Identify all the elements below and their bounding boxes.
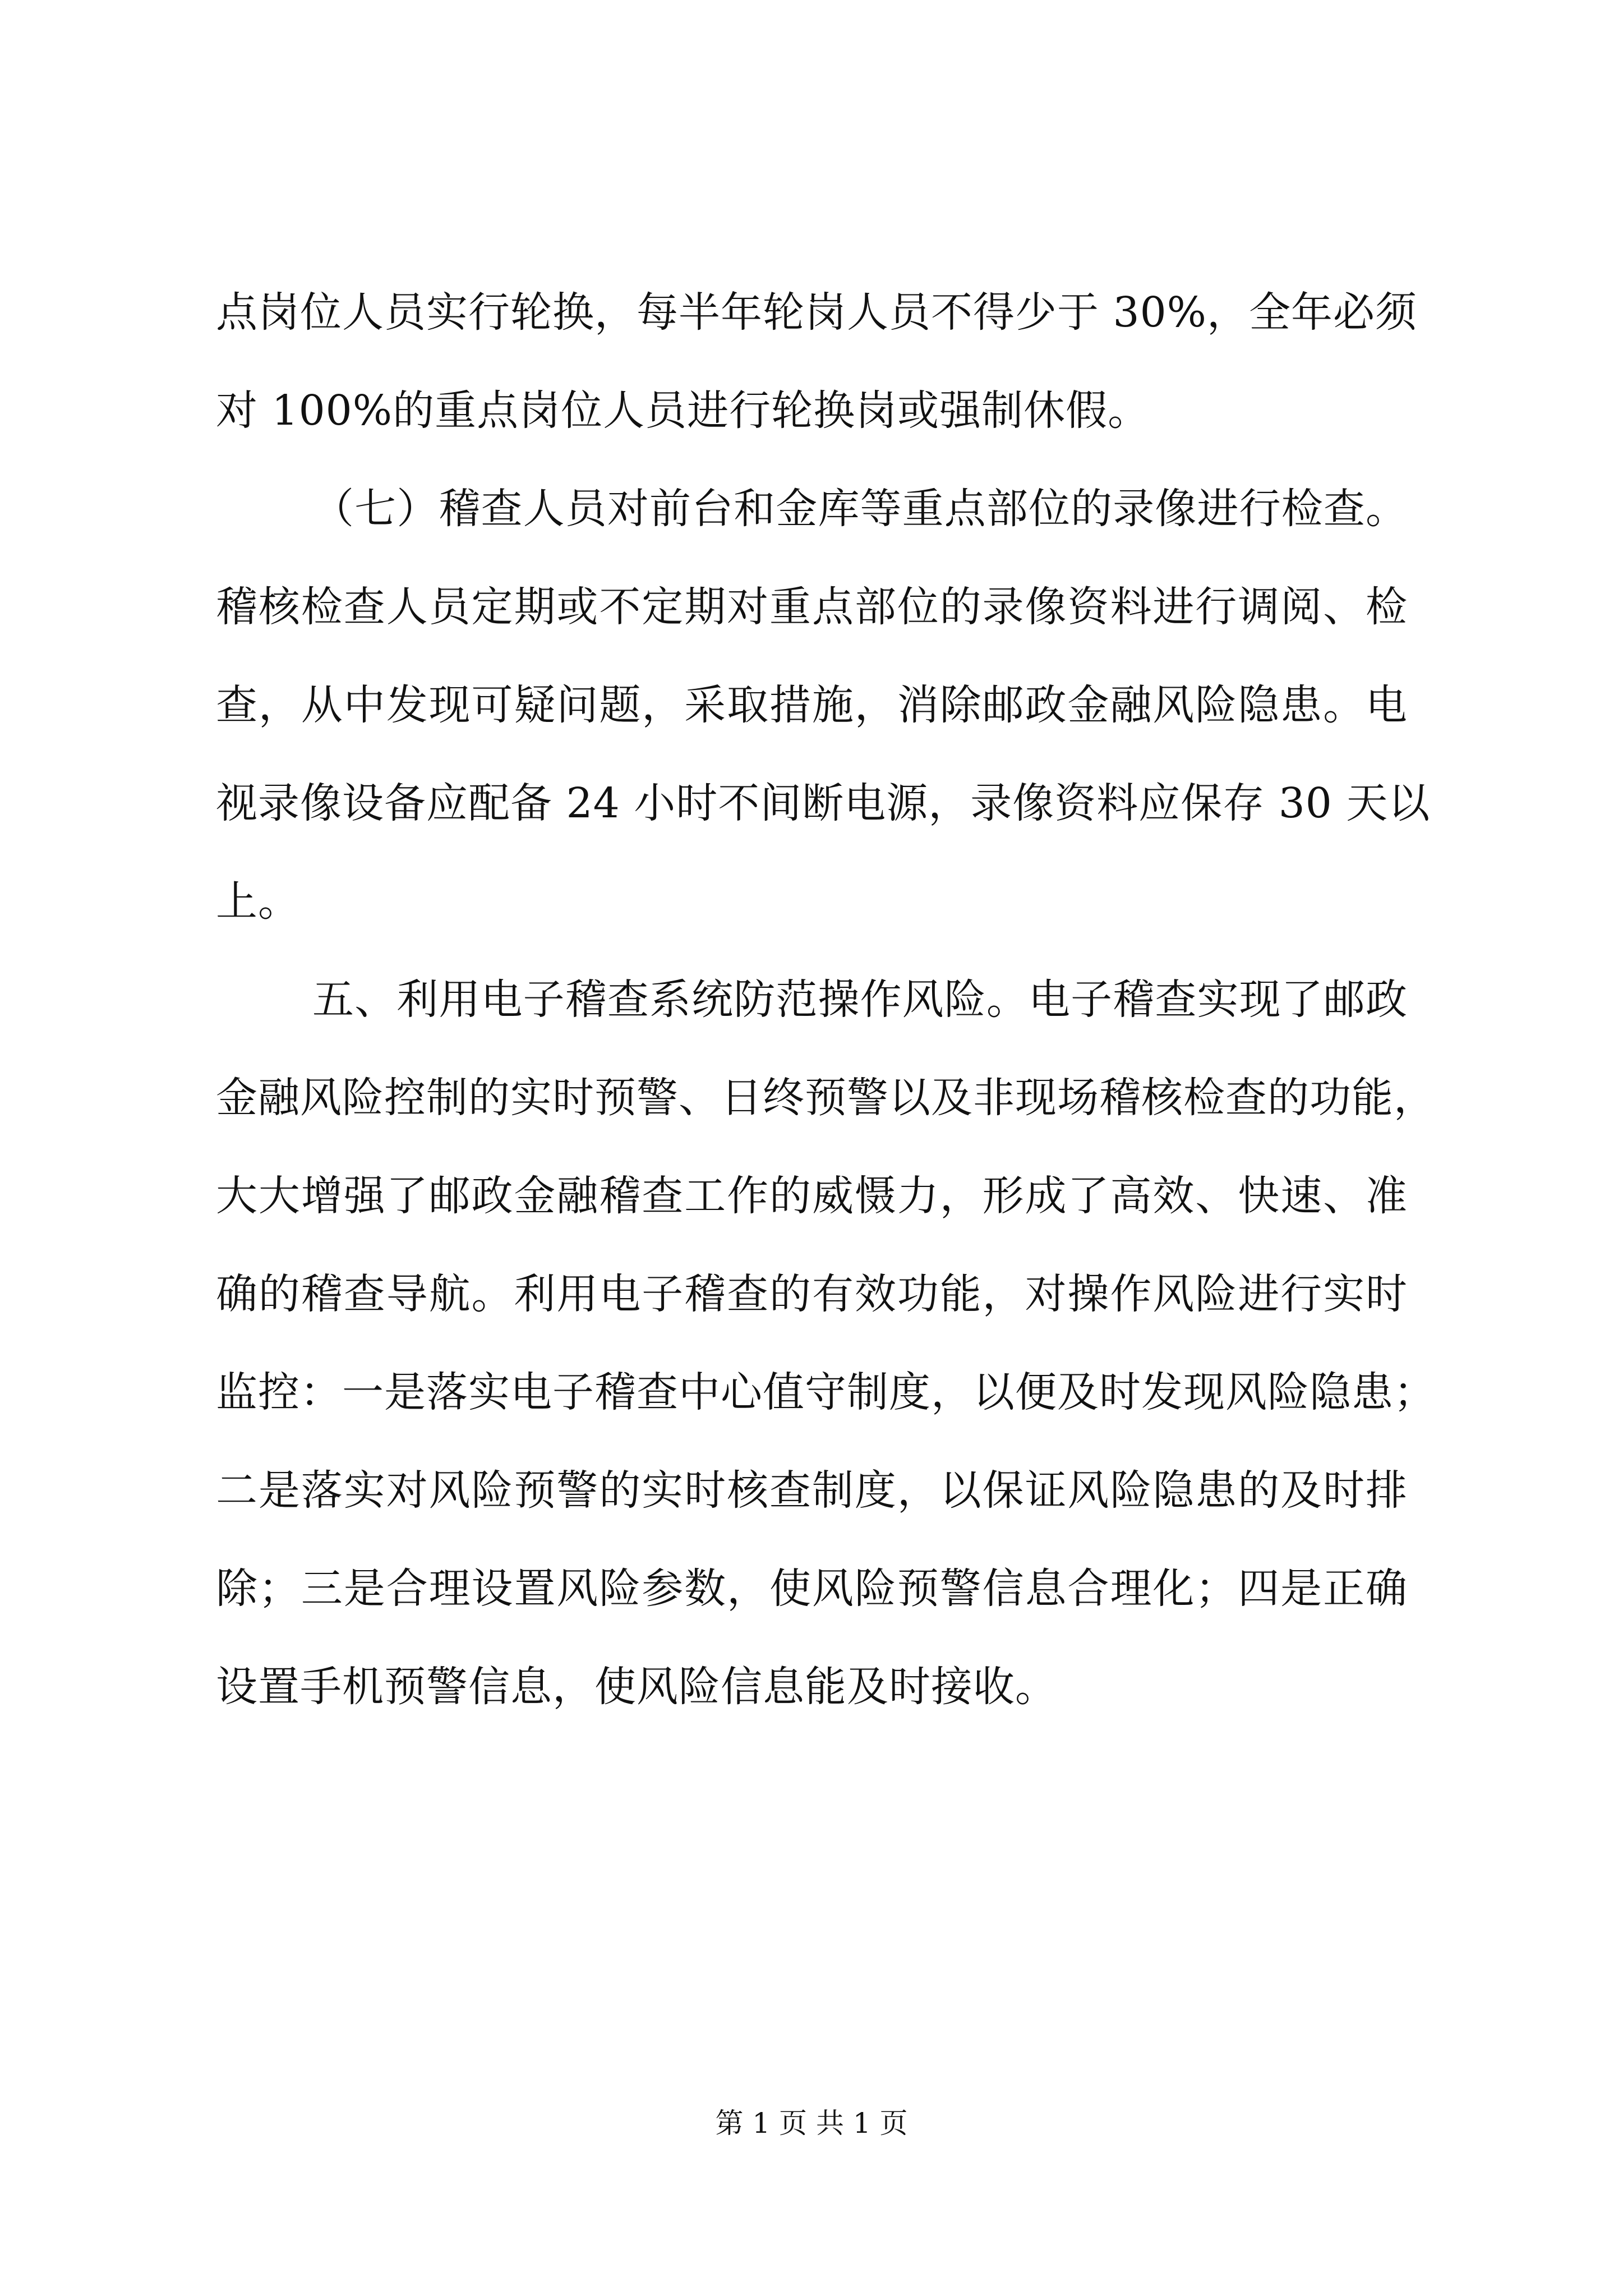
text-line: 除；三是合理设置风险参数，使风险预警信息合理化；四是正确	[216, 1565, 1408, 1613]
text-line: 点岗位人员实行轮换，每半年轮岗人员不得少于 30%，全年必须	[216, 288, 1417, 337]
paragraph-start-line: （七）稽查人员对前台和金库等重点部位的录像进行检查。	[312, 485, 1408, 533]
document-body	[216, 264, 1436, 1736]
text-line: 对 100%的重点岗位人员进行轮换岗或强制休假。	[216, 386, 1150, 435]
text-line: 视录像设备应配备 24 小时不间断电源，录像资料应保存 30 天以	[216, 779, 1431, 827]
text-line: 确的稽查导航。利用电子稽查的有效功能，对操作风险进行实时	[216, 1270, 1408, 1318]
text-line: 稽核检查人员定期或不定期对重点部位的录像资料进行调阅、检	[216, 583, 1408, 631]
text-line: 查，从中发现可疑问题，采取措施，消除邮政金融风险隐患。电	[216, 681, 1408, 729]
text-line: 上。	[216, 877, 300, 926]
text-line: 金融风险控制的实时预警、日终预警以及非现场稽核检查的功能，	[216, 1074, 1436, 1122]
text-line: 监控：一是落实电子稽查中心值守制度，以便及时发现风险隐患；	[216, 1368, 1436, 1416]
paragraph-start-line: 五、利用电子稽查系统防范操作风险。电子稽查实现了邮政	[312, 976, 1408, 1024]
text-line: 二是落实对风险预警的实时核查制度，以保证风险隐患的及时排	[216, 1466, 1408, 1515]
page-footer	[0, 2101, 1623, 2141]
text-line: 设置手机预警信息，使风险信息能及时接收。	[216, 1663, 1057, 1711]
text-line: 大大增强了邮政金融稽查工作的威慑力，形成了高效、快速、准	[216, 1172, 1408, 1220]
page-number: 第 1 页 共 1 页	[715, 2107, 908, 2139]
